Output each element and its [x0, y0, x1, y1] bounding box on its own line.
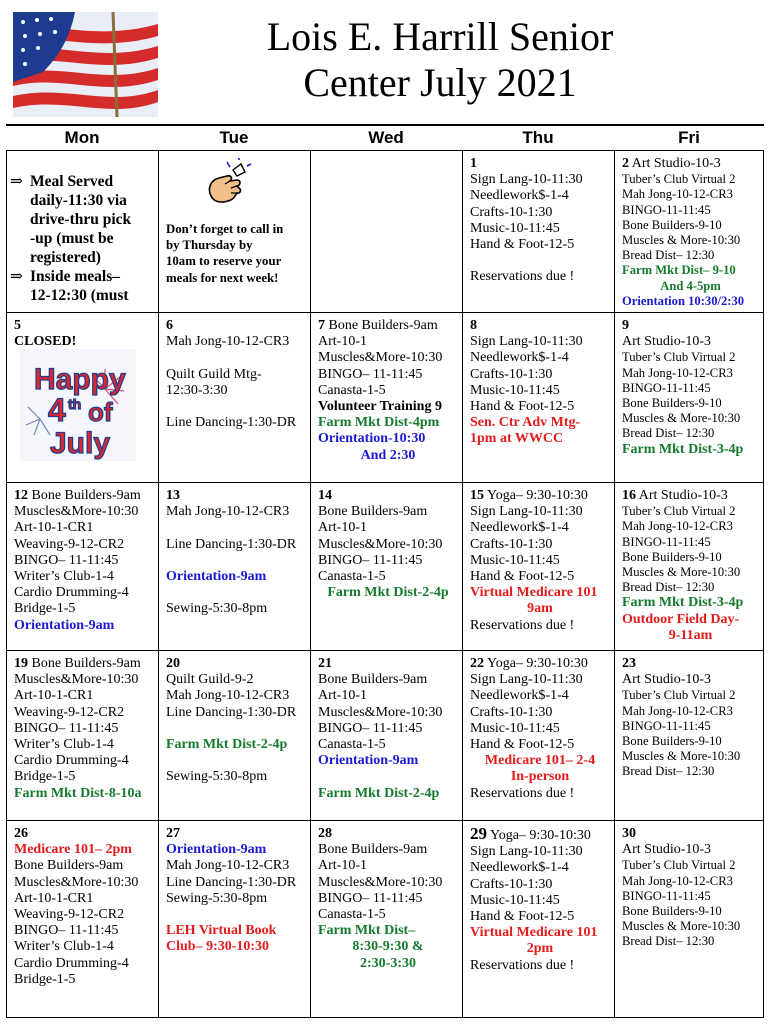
event-line: Farm Mkt Dist-8-10a: [14, 785, 142, 801]
spacer: [166, 553, 306, 569]
event-line: Mah Jong-10-12-CR3: [166, 334, 290, 350]
title-line-2: Center July 2021: [303, 60, 577, 105]
day-number: 19: [14, 656, 28, 671]
event-line: Farm Mkt Dist-3-4p: [622, 595, 744, 611]
event-line: Muscles&More-10:30: [318, 704, 443, 720]
day-number: 16: [622, 488, 636, 503]
meal-line: -up (must be: [30, 230, 114, 247]
event-line: Mah Jong-10-12-CR3: [622, 873, 733, 888]
day-number: 14: [318, 488, 332, 503]
event-line: 9am: [527, 601, 553, 617]
day-cell-thu: [470, 656, 610, 802]
july-text: July: [50, 427, 111, 460]
inside-line: 12-12:30 (must: [30, 287, 129, 304]
day-number: 7: [318, 318, 325, 333]
event-line: Muscles&More-10:30: [14, 504, 139, 520]
event-line: Music-10-11:45: [470, 892, 560, 908]
event-line: Canasta-1-5: [318, 737, 386, 753]
event-line: Sewing-5:30-8pm: [166, 601, 268, 617]
day-cell-wed: [318, 656, 458, 802]
event-line: 8:30-9:30 &: [352, 939, 424, 955]
event-line: Volunteer Training 9: [318, 399, 442, 415]
event-line: Weaving-9-12-CR2: [14, 536, 125, 552]
event-line: Muscles & More-10:30: [622, 565, 741, 580]
event-line: Orientation-9am: [14, 617, 115, 633]
event-line: CLOSED!: [14, 334, 77, 350]
event-line: Bread Dist– 12:30: [622, 248, 715, 263]
event-line: Bone Builders-9am: [318, 842, 428, 858]
event-line: Muscles&More-10:30: [14, 874, 139, 890]
day-number: 28: [318, 826, 332, 841]
of-text: of: [88, 397, 113, 427]
event-line: Reservations due !: [470, 269, 575, 285]
event-line: Bone Builders-9-10: [622, 396, 722, 411]
event-line: Art Studio-10-3: [622, 672, 712, 688]
day-number-line: [470, 826, 610, 844]
day-cell-mon: [14, 488, 154, 634]
spacer: [470, 253, 610, 269]
event-line: BINGO-11-11:45: [622, 718, 711, 733]
day-header-wed: Wed: [368, 128, 404, 147]
day-cell-thu: [470, 318, 610, 448]
fourth-text: 4: [48, 392, 66, 428]
meal-line: daily-11:30 via: [30, 192, 127, 209]
event-line: Mah Jong-10-12-CR3: [166, 858, 290, 874]
event-line: Music-10-11:45: [470, 720, 560, 736]
reminder-line: Don’t forget to call in: [166, 222, 284, 236]
event-line: Bone Builders-9-10: [622, 904, 722, 919]
event-line: Farm Mkt Dist–: [318, 923, 416, 939]
happy-4th-of-july-graphic: [20, 349, 136, 461]
happy-text: Happy: [34, 363, 126, 396]
event-line: And 2:30: [360, 447, 416, 463]
event-line: Cardio Drumming-4: [14, 585, 129, 601]
day-number: 15: [470, 488, 484, 503]
event-line: Muscles&More-10:30: [318, 536, 443, 552]
event-line: Sign Lang-10-11:30: [470, 172, 583, 188]
day-header-tue: Tue: [219, 128, 249, 147]
event-text: Yoga– 9:30-10:30: [484, 488, 588, 503]
reminder-line: 10am to reserve your: [166, 254, 282, 269]
meal-line: drive-thru pick: [30, 211, 132, 228]
day-number-line: [470, 488, 610, 504]
event-line: Line Dancing-1:30-DR: [166, 704, 297, 720]
event-line: Mah Jong-10-12-CR3: [166, 688, 290, 704]
day-cell-fri: [622, 826, 759, 950]
event-line: Music-10-11:45: [470, 552, 560, 568]
event-line: Muscles&More-10:30: [318, 874, 443, 890]
day-number: 27: [166, 826, 180, 841]
day-cell-fri: [622, 156, 759, 309]
event-line: Bridge-1-5: [14, 971, 76, 987]
event-line: BINGO-11-11:45: [622, 534, 711, 549]
event-line: Sen. Ctr Adv Mtg-: [470, 415, 581, 431]
event-line: Sign Lang-10-11:30: [470, 334, 583, 350]
event-line: Sewing-5:30-8pm: [166, 769, 268, 785]
event-line: Mah Jong-10-12-CR3: [622, 519, 733, 534]
event-line: Reservations due !: [470, 617, 575, 633]
event-line: LEH Virtual Book: [166, 923, 277, 939]
th-text: th: [68, 396, 82, 412]
day-number: 13: [166, 488, 180, 503]
hand-bell-icon: [197, 158, 257, 218]
event-line: Farm Mkt Dist-2-4p: [327, 585, 449, 601]
day-cell-mon: [14, 826, 154, 988]
event-line: Needlework$-1-4: [470, 520, 569, 536]
event-line: Line Dancing-1:30-DR: [166, 536, 297, 552]
event-line: BINGO– 11-11:45: [14, 923, 119, 939]
inside-line: Inside meals–: [30, 268, 120, 285]
event-line: Tuber’s Club Virtual 2: [622, 350, 736, 365]
event-line: Medicare 101– 2pm: [14, 842, 132, 858]
event-line: Muscles&More-10:30: [318, 350, 443, 366]
event-line: Orientation 10:30/2:30: [622, 293, 745, 308]
day-cell-fri: [622, 656, 759, 780]
event-line: Canasta-1-5: [318, 907, 386, 923]
day-number: 29: [470, 826, 487, 843]
event-line: 2pm: [526, 941, 554, 957]
event-line: BINGO– 11-11:45: [318, 366, 423, 382]
event-line: Bone Builders-9am: [318, 672, 428, 688]
event-line: Tuber’s Club Virtual 2: [622, 504, 736, 519]
day-number-line: [470, 656, 610, 672]
event-line: Tuber’s Club Virtual 2: [622, 172, 736, 187]
day-cell-mon: [14, 656, 154, 802]
event-line: Tuber’s Club Virtual 2: [622, 858, 736, 873]
event-line: Mah Jong-10-12-CR3: [622, 365, 733, 380]
event-line: Weaving-9-12-CR2: [14, 907, 125, 923]
event-line: Art Studio-10-3: [622, 842, 712, 858]
event-line: Tuber’s Club Virtual 2: [622, 688, 736, 703]
day-number: 8: [470, 318, 477, 333]
event-line: Writer’s Club-1-4: [14, 569, 114, 585]
event-line: BINGO– 11-11:45: [14, 552, 119, 568]
event-line: Muscles&More-10:30: [14, 672, 139, 688]
day-cell-fri: [622, 318, 759, 458]
event-line: 12:30-3:30: [166, 382, 228, 398]
event-text: Yoga– 9:30-10:30: [487, 828, 591, 843]
event-line: Art-10-1: [318, 688, 367, 704]
event-line: Virtual Medicare 101: [470, 585, 598, 601]
event-line: Canasta-1-5: [318, 382, 386, 398]
day-cell-mon: [14, 318, 154, 350]
event-line: Crafts-10-1:30: [470, 366, 553, 382]
event-line: Bread Dist– 12:30: [622, 426, 715, 441]
event-line: Bone Builders-9am: [14, 858, 124, 874]
event-line: Art-10-1-CR1: [14, 520, 94, 536]
arrow-icon: ⇒: [10, 173, 23, 190]
day-number-line: [622, 156, 759, 172]
event-line: 1pm at WWCC: [470, 431, 564, 447]
event-line: Line Dancing-1:30-DR: [166, 874, 297, 890]
day-number: 26: [14, 826, 28, 841]
event-line: BINGO-11-11:45: [622, 380, 711, 395]
event-line: BINGO– 11-11:45: [318, 890, 423, 906]
event-line: Cardio Drumming-4: [14, 955, 129, 971]
day-cell-thu: [470, 156, 610, 286]
event-text: Yoga– 9:30-10:30: [484, 656, 588, 671]
event-line: Bread Dist– 12:30: [622, 580, 715, 595]
event-line: Sign Lang-10-11:30: [470, 844, 583, 860]
event-line: Muscles & More-10:30: [622, 919, 741, 934]
event-line: Crafts-10-1:30: [470, 536, 553, 552]
reminder-line: by Thursday by: [166, 238, 253, 253]
meal-notice: [10, 172, 152, 305]
day-cell-wed: [318, 318, 458, 464]
day-cell-wed: [318, 826, 458, 972]
event-line: Farm Mkt Dist-2-4p: [318, 785, 440, 801]
day-number: 9: [622, 318, 629, 333]
day-number: 22: [470, 656, 484, 671]
spacer: [166, 399, 306, 415]
meal-line: Meal Served: [30, 173, 114, 190]
event-line: Mah Jong-10-12-CR3: [622, 187, 733, 202]
event-line: 9-11am: [668, 627, 713, 643]
event-line: Hand & Foot-12-5: [470, 909, 575, 925]
event-line: Reservations due !: [470, 785, 575, 801]
event-line: Quilt Guild-9-2: [166, 672, 254, 688]
reminder-line: meals for next week!: [166, 270, 279, 285]
event-text: Bone Builders-9am: [325, 318, 438, 333]
day-number: 5: [14, 318, 21, 333]
event-line: Art-10-1-CR1: [14, 890, 94, 906]
event-line: Music-10-11:45: [470, 382, 560, 398]
meal-line: registered): [30, 249, 101, 266]
event-line: BINGO– 11-11:45: [318, 720, 423, 736]
event-line: BINGO-11-11:45: [622, 888, 711, 903]
day-number: 30: [622, 826, 636, 841]
spacer: [166, 350, 306, 366]
day-cell-thu: [470, 826, 610, 974]
day-cell-tue: [166, 826, 306, 956]
event-line: Farm Mkt Dist-4pm: [318, 415, 440, 431]
event-line: Outdoor Field Day-: [622, 611, 740, 627]
event-line: Muscles & More-10:30: [622, 749, 741, 764]
day-number: 1: [470, 156, 477, 171]
event-line: Orientation-9am: [166, 568, 267, 584]
event-line: Muscles & More-10:30: [622, 411, 741, 426]
event-line: Orientation-9am: [318, 753, 419, 769]
event-line: Bone Builders-9am: [318, 504, 428, 520]
day-number: 12: [14, 488, 28, 503]
event-line: Art-10-1-CR1: [14, 688, 94, 704]
day-number: 21: [318, 656, 332, 671]
spacer: [166, 721, 306, 737]
event-line: Needlework$-1-4: [470, 688, 569, 704]
event-line: Art-10-1: [318, 858, 367, 874]
event-line: BINGO-11-11:45: [622, 202, 711, 217]
day-header-fri: Fri: [678, 128, 700, 147]
spacer: [166, 907, 306, 923]
event-text: Bone Builders-9am: [28, 656, 141, 671]
day-cell-wed: [318, 488, 458, 601]
event-line: Hand & Foot-12-5: [470, 399, 575, 415]
day-number: 2: [622, 156, 629, 171]
spacer: [166, 585, 306, 601]
event-line: Sign Lang-10-11:30: [470, 672, 583, 688]
event-line: Needlework$-1-4: [470, 188, 569, 204]
spacer: [318, 769, 458, 785]
meal-reminder: [166, 221, 308, 286]
event-line: Music-10-11:45: [470, 220, 560, 236]
event-line: BINGO– 11-11:45: [318, 552, 423, 568]
event-line: Bone Builders-9-10: [622, 734, 722, 749]
event-line: In-person: [510, 769, 570, 785]
day-number: 20: [166, 656, 180, 671]
event-line: Bone Builders-9-10: [622, 549, 722, 564]
day-number: 6: [166, 318, 173, 333]
event-line: Hand & Foot-12-5: [470, 237, 575, 253]
event-line: Club– 9:30-10:30: [166, 939, 270, 955]
event-line: Medicare 101– 2-4: [484, 753, 596, 769]
event-line: Farm Mkt Dist-3-4p: [622, 441, 744, 457]
day-cell-tue: [166, 656, 306, 786]
event-line: 2:30-3:30: [360, 955, 416, 971]
event-line: Muscles & More-10:30: [622, 233, 741, 248]
arrow-icon: ⇒: [10, 268, 23, 285]
event-line: Weaving-9-12-CR2: [14, 704, 125, 720]
event-line: Hand & Foot-12-5: [470, 737, 575, 753]
header-rule: [6, 124, 764, 126]
event-line: Mah Jong-10-12-CR3: [622, 703, 733, 718]
event-line: Bridge-1-5: [14, 769, 76, 785]
day-number-line: [14, 488, 154, 504]
event-text: Art Studio-10-3: [636, 488, 728, 503]
event-line: Quilt Guild Mtg-: [166, 366, 262, 382]
event-line: And 4-5pm: [660, 278, 721, 293]
event-line: BINGO– 11-11:45: [14, 720, 119, 736]
event-line: Crafts-10-1:30: [470, 204, 553, 220]
spacer: [166, 753, 306, 769]
event-line: Cardio Drumming-4: [14, 753, 129, 769]
day-cell-tue: [166, 318, 306, 431]
event-line: Crafts-10-1:30: [470, 704, 553, 720]
day-number-line: [622, 488, 759, 504]
event-line: Farm Mkt Dist– 9-10: [622, 263, 736, 278]
event-line: Virtual Medicare 101: [470, 925, 598, 941]
day-number: 23: [622, 656, 636, 671]
event-line: Hand & Foot-12-5: [470, 569, 575, 585]
event-text: Bone Builders-9am: [28, 488, 141, 503]
spacer: [166, 520, 306, 536]
day-cell-tue: [166, 488, 306, 618]
american-flag-image: [13, 12, 158, 117]
event-line: Sign Lang-10-11:30: [470, 504, 583, 520]
event-line: Bone Builders-9-10: [622, 217, 722, 232]
event-line: Writer’s Club-1-4: [14, 737, 114, 753]
event-line: Needlework$-1-4: [470, 860, 569, 876]
event-line: Orientation-9am: [166, 842, 267, 858]
event-line: Mah Jong-10-12-CR3: [166, 504, 290, 520]
day-number-line: [318, 318, 458, 334]
event-line: Bridge-1-5: [14, 601, 76, 617]
day-cell-thu: [470, 488, 610, 634]
event-line: Reservations due !: [470, 957, 575, 973]
event-line: Needlework$-1-4: [470, 350, 569, 366]
event-line: Bread Dist– 12:30: [622, 764, 715, 779]
event-text: Art Studio-10-3: [629, 156, 721, 171]
event-line: Art Studio-10-3: [622, 334, 712, 350]
event-line: Art-10-1: [318, 520, 367, 536]
event-line: Farm Mkt Dist-2-4p: [166, 737, 288, 752]
event-line: Canasta-1-5: [318, 569, 386, 585]
title-line-1: Lois E. Harrill Senior: [266, 14, 614, 59]
event-line: Writer’s Club-1-4: [14, 939, 114, 955]
event-line: Sewing-5:30-8pm: [166, 890, 268, 906]
calendar-title: [185, 14, 695, 106]
day-header-thu: Thu: [522, 128, 554, 147]
event-line: Art-10-1: [318, 334, 367, 350]
event-line: Orientation-10:30: [318, 431, 426, 447]
day-cell-fri: [622, 488, 759, 644]
event-line: Bread Dist– 12:30: [622, 934, 715, 949]
day-header-mon: Mon: [64, 128, 100, 147]
event-line: Crafts-10-1:30: [470, 876, 553, 892]
event-line: Line Dancing-1:30-DR: [166, 415, 297, 431]
day-number-line: [14, 656, 154, 672]
